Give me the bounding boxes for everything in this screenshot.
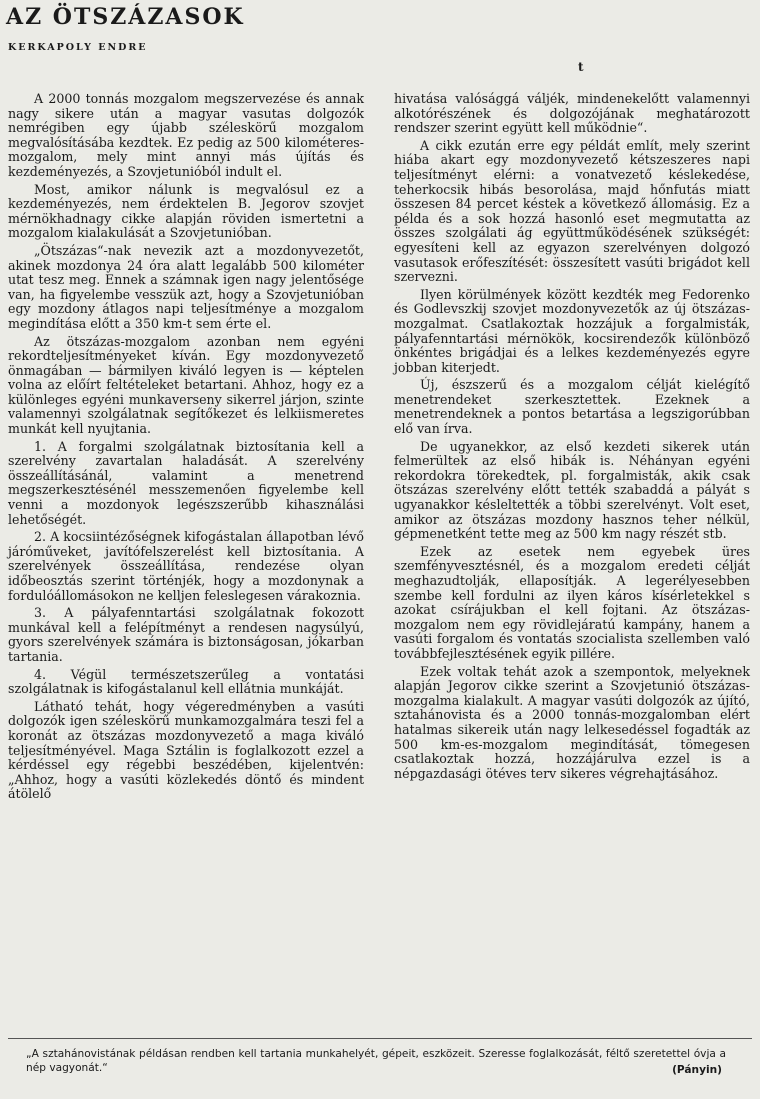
quote-source: (Pányin) xyxy=(672,1064,722,1076)
margin-mark: t xyxy=(578,60,584,74)
article-author: KERKAPOLY ENDRE xyxy=(8,42,148,53)
paragraph: 3. A pályafenntartási szolgálatnak fokozott munkával kell a felépítményt a rendesen nagysúlyú, gyors szerelvények számára is biztonságosan, jókarban tartania. xyxy=(8,605,364,664)
paragraph: Látható tehát, hogy végeredményben a vasúti dolgozók igen széleskörű munkamozgalmára teszi fel a koronát az ötszázas mozdonyvezető a maga kiváló teljesítményével. Maga Sztálin is foglalkozott ezzel a kérdéssel egy régebbi beszédében, kijelentvén: „Ahhoz, hogy a vasúti közlekedés döntő és mindent átölelő xyxy=(8,698,364,802)
paragraph: Ezek az esetek nem egyebek üres szemfényvesztésnél, és a mozgalom eredeti célját meghazudtolják, ellaposítják. A legerélyesebben szembe kell fordulni az ilyen káros kísérletekkel s azokat csírájukban el kell fojtani. Az ötszázas-mozgalom nem egy rövidlejáratú kampány, hanem a vasúti forgalom és vontatás szocialista szellemben való továbbfejlesztésének egyik pillére. xyxy=(394,543,750,661)
paragraph: Most, amikor nálunk is megvalósul ez a kezdeményezés, nem érdektelen B. Jegorov szovjet mérnökhadnagy cikke alapján röviden ismertetni a mozgalom kialakulását a Szovjetunióban. xyxy=(8,181,364,241)
left-column xyxy=(8,92,364,802)
paragraph: Ilyen körülmények között kezdték meg Fedorenko és Godlevszkij szovjet mozdonyvezetők az új ötszázas-mozgalmat. Csatlakoztak hozzájuk a forgalmisták, pályafenntartási mérnökök, kocsirendezők különböző önkéntes brigádjai és a lelkes kezdeményezés egyre jobban kiterjedt. xyxy=(394,286,750,375)
paragraph: Az ötszázas-mozgalom azonban nem egyéni rekordteljesítményeket kíván. Egy mozdonyvezető önmagában — bármilyen kiváló legyen is — képtelen volna az előírt feltételeket betartani. Ahhoz, hogy ez a különleges egyéni munkaverseny sikerrel járjon, szinte valamennyi szolgálatnak segítőkezet és lelkiismeretes munkát kell nyujtania. xyxy=(8,333,364,437)
paragraph: De ugyanekkor, az első kezdeti sikerek után felmerültek az első hibák is. Néhányan egyéni rekordokra törekedtek, pl. forgalmisták, akik csak ötszázas szerelvény előtt tették szabaddá a pályát s ugyanakkor késleltették a többi szerelvényt. Volt eset, amikor az ötszázas mozdony hasznos teher nélkül, gépmenetként tette meg az 500 km nagy részét stb. xyxy=(394,438,750,542)
paragraph: Ezek voltak tehát azok a szempontok, melyeknek alapján Jegorov cikke szerint a Szovjetunió ötszázas-mozgalma kialakult. A magyar vasúti dolgozók az újító, sztahánovista és a 2000 tonnás-mozgalomban elért hatalmas sikereik után nagy lelkesedéssel fogadták az 500 km-es-mozgalom megindítását, tömegesen csatlakoztak hozzá, hozzájárulva ezzel is a népgazdasági ötéves terv sikeres végrehajtásához. xyxy=(394,663,750,781)
paragraph: 1. A forgalmi szolgálatnak biztosítania kell a szerelvény zavartalan haladását. A szerelvény összeállításánál, valamint a menetrend megszerkesztésénél messzemenően figyelembe kell venni a mozdonyok legészszerűbb kihasználási lehetőségét. xyxy=(8,438,364,527)
paragraph: 4. Végül természetszerűleg a vontatási szolgálatnak is kifogástalanul kell ellátnia munkáját. xyxy=(8,666,364,697)
right-column xyxy=(394,92,750,781)
paragraph-continuation: hivatása valósággá váljék, mindenekelőtt valamennyi alkotórészének és dolgozójának meghatározott rendszer szerint együtt kell működnie“. xyxy=(394,91,750,136)
paragraph: Új, észszerű és a mozgalom célját kielégítő menetrendeket szerkesztettek. Ezeknek a menetrendeknek a pontos betartása a legszigorúbban elő van írva. xyxy=(394,377,750,437)
article-title: AZ ÖTSZÁZASOK xyxy=(6,4,245,30)
paragraph: „Ötszázas“-nak nevezik azt a mozdonyvezetőt, akinek mozdonya 24 óra alatt legalább 500 kilométer utat tesz meg. Ennek a számnak igen nagy jelentősége van, ha figyelembe vesszük azt, hogy a Szovjetunióban egy mozdony átlagos napi teljesítménye a mozgalom megindítása előtt a 350 km-t sem érte el. xyxy=(8,242,364,331)
paragraph: 2. A kocsiintézőségnek kifogástalan állapotban lévő járóműveket, javítófelszerelést kell biztosítania. A szerelvények összeállítása, rendezése olyan időbeosztás szerint történjék, hogy a mozdonynak a fordulóállomásokon ne kelljen feleslegesen várakoznia. xyxy=(8,529,364,603)
quote-box xyxy=(8,1038,752,1094)
paragraph: A cikk ezután erre egy példát említ, mely szerint hiába akart egy mozdonyvezető kétszeszeres napi teljesítményt elérni: a vonatvezető késlekedése, teherkocsik hibás besorolása, majd hőnfutás miatt összesen 84 percet késtek a következő állomásig. Ez a példa és a sok hozzá hasonló eset megmutatta az összes szolgálati ág együttműködésének szükségét: egyesíteni kell az egyazon szerelvényen dolgozó vasutasok erőfeszítését: összesített vasúti brigádot kell szervezni. xyxy=(394,137,750,285)
quote-text: „A sztahánovistának példásan rendben kell tartania munkahelyét, gépeit, eszközeit. Szeresse foglalkozását, féltő szeretettel óvja a nép vagyonát.“ xyxy=(26,1048,726,1074)
paragraph: A 2000 tonnás mozgalom megszervezése és annak nagy sikere után a magyar vasutas dolgozók nemrégiben egy újabb széleskörű mozgalom megvalósításába kezdtek. Ez pedig az 500 kilométeres-mozgalom, mely mint annyi más újítás és kezdeményezés, a Szovjetunióból indult el. xyxy=(8,91,364,179)
